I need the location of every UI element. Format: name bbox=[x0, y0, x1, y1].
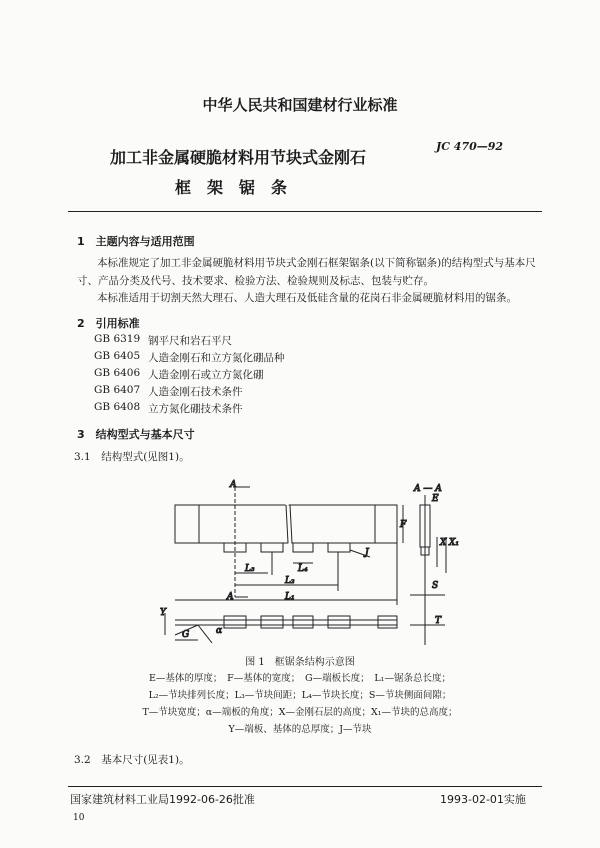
ref-title: 人造金刚石和立方氮化硼品种 bbox=[148, 352, 285, 364]
section-3-heading: 3 结构型式与基本尺寸 bbox=[77, 428, 195, 441]
title-line-2: 框 架 锯 条 bbox=[175, 178, 288, 197]
figure-legend-line: E—基体的厚度； F—基体的宽度； G—端板长度； L₁—锯条总长度； bbox=[149, 673, 451, 684]
standard-code: JC 470—92 bbox=[436, 140, 504, 153]
label-A: A bbox=[230, 480, 237, 490]
figure-legend-line: L₂—节块排列长度；L₃—节块间距；L₄—节块长度；S—节块侧面间隙； bbox=[148, 690, 452, 701]
ref-title: 人造金刚石或立方氮化硼 bbox=[148, 369, 264, 381]
label-alpha: α bbox=[216, 626, 223, 636]
ref-code: GB 6408 bbox=[94, 401, 141, 413]
ref-title: 人造金刚石技术条件 bbox=[148, 386, 243, 398]
label-T: T bbox=[435, 616, 442, 626]
figure-legend-line: Y—端板、基体的总厚度；J—节块 bbox=[228, 724, 372, 735]
label-L1: L₁ bbox=[285, 592, 295, 602]
segments bbox=[224, 543, 350, 552]
label-L4: L₄ bbox=[298, 564, 308, 574]
subsection-3-1: 3.1 结构型式(见图1)。 bbox=[74, 451, 190, 463]
figure-legend-line: T—节块宽度；α—端板的角度；X—金刚石层的高度；X₁—节块的总高度； bbox=[142, 707, 458, 718]
figure-caption: 图 1 框锯条结构示意图 bbox=[245, 657, 355, 668]
approval-date: 国家建筑材料工业局1992-06-26批准 bbox=[70, 793, 255, 806]
paragraph: 本标准适用于切割天然大理石、人造大理石及低硅含量的花岗石非金属硬脆材料用的锯条。 bbox=[97, 292, 517, 304]
subsection-3-2: 3.2 基本尺寸(见表1)。 bbox=[74, 754, 190, 766]
section-2-heading: 2 引用标准 bbox=[77, 317, 140, 330]
label-L2: L₂ bbox=[285, 576, 295, 586]
paragraph: 本标准规定了加工非金属硬脆材料用节块式金刚石框架锯条(以下简称锯条)的结构型式与基本尺 bbox=[97, 257, 536, 269]
ref-title: 钢平尺和岩石平尺 bbox=[148, 335, 232, 347]
ref-code: GB 6407 bbox=[94, 384, 141, 396]
ref-code: GB 6319 bbox=[94, 333, 141, 345]
label-J: J bbox=[365, 548, 369, 558]
title-line-1: 加工非金属硬脆材料用节块式金刚石 bbox=[110, 148, 367, 167]
paragraph: 寸、产品分类及代号、技术要求、检验方法、检验规则及标志、包装与贮存。 bbox=[77, 275, 434, 287]
ref-code: GB 6406 bbox=[94, 367, 141, 379]
label-A-A: A — A bbox=[414, 484, 442, 494]
label-X: X bbox=[440, 538, 447, 548]
label-S: S bbox=[432, 581, 439, 591]
effective-date: 1993-02-01实施 bbox=[440, 793, 526, 806]
saw-blade-diagram bbox=[160, 475, 460, 655]
page-number: 10 bbox=[73, 813, 85, 823]
section-1-heading: 1 主题内容与适用范围 bbox=[77, 235, 195, 248]
label-F: F bbox=[400, 520, 407, 530]
label-A: A bbox=[227, 592, 234, 602]
label-Y: Y bbox=[160, 608, 166, 618]
header-rule bbox=[68, 211, 542, 212]
label-G: G bbox=[182, 630, 190, 640]
label-L3: L₃ bbox=[245, 564, 255, 574]
label-E: E bbox=[432, 494, 439, 504]
side-view bbox=[165, 613, 397, 643]
ref-title: 立方氮化硼技术条件 bbox=[148, 403, 243, 415]
ref-code: GB 6405 bbox=[94, 350, 141, 362]
footer-rule bbox=[68, 786, 542, 787]
label-X1: X₁ bbox=[449, 538, 460, 548]
issuing-org: 中华人民共和国建材行业标准 bbox=[202, 96, 398, 114]
